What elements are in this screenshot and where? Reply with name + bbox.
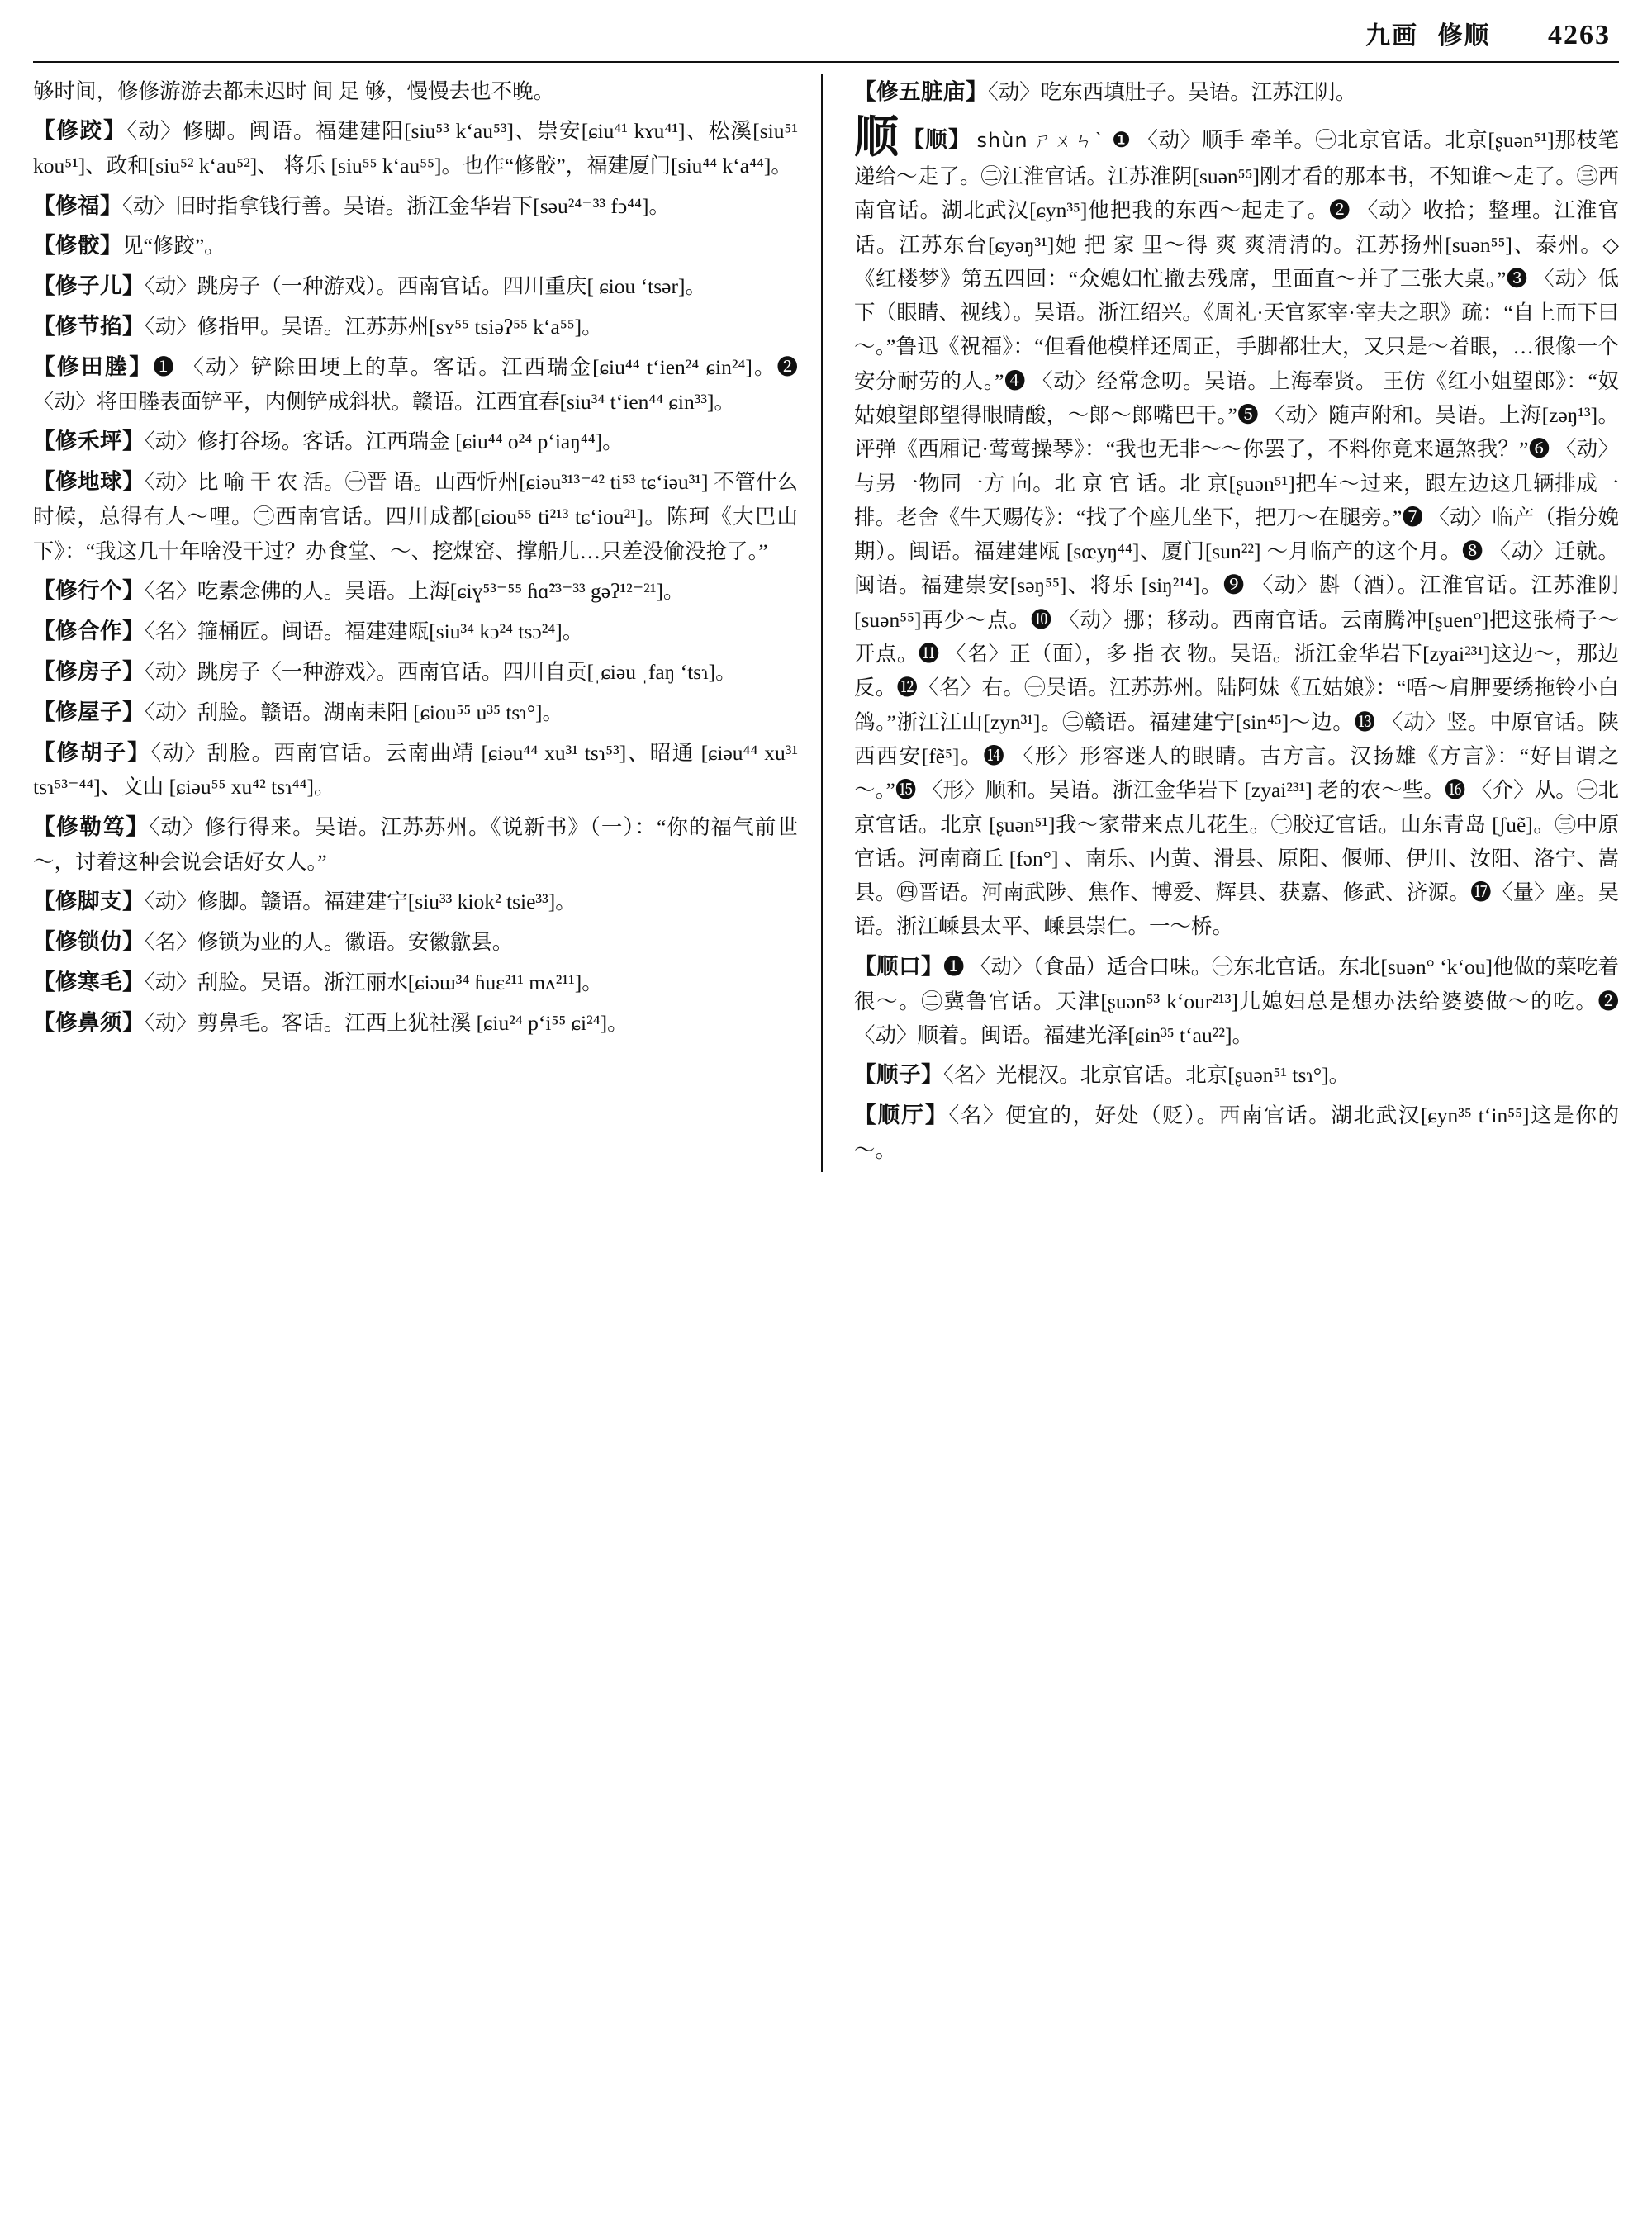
entry-body: 〈动〉比 喻 干 农 活。㊀晋 语。山西忻州[ɕiəu³¹³⁻⁴² ti⁵³ tɕʻiəu³¹] 不管什么时候，总得有人～哩。㊁西南官话。四川成都[ɕiou⁵⁵ ti²¹³ tɕʻiou²¹]。陈珂《大巴山下》：“我这几十年啥没干过？办食堂、～、挖煤窑、撑船儿…只差没偷没抢了。” (33, 470, 798, 563)
entry-body: 〈名〉吃素念佛的人。吴语。上海[ɕiɣ⁵³⁻⁵⁵ ɦɑ̃²³⁻³³ gəʔ¹²⁻²¹]。 (145, 578, 685, 603)
entry-body: 〈名〉修锁为业的人。徽语。安徽歙县。 (145, 929, 514, 954)
page-header (33, 15, 1619, 58)
entry-headword: 【修田塍】 (33, 354, 154, 380)
dictionary-entry (854, 1057, 1619, 1093)
entry-headword: 【修胡子】 (33, 739, 151, 765)
zhuyin: ㄕㄨㄣˋ (1033, 130, 1107, 152)
dictionary-entry (854, 74, 1619, 110)
dictionary-entry (854, 1098, 1619, 1167)
dictionary-entry (33, 1005, 798, 1041)
main-character-entry (854, 112, 1620, 944)
dictionary-entry (33, 424, 798, 459)
entry-body: 〈动〉跳房子（一种游戏）。西南官话。四川重庆[ ɕiou ʻtsər]。 (145, 274, 706, 299)
entry-body: 〈名〉光棍汉。北京官话。北京[ʂuən⁵¹ tsɿ°]。 (943, 1063, 1351, 1088)
entry-body: 〈动〉吃东西填肚子。吴语。江苏江阴。 (988, 80, 1357, 104)
entry-headword: 【修勒笃】 (33, 814, 150, 839)
entry-body: 〈动〉刮脸。西南官话。云南曲靖 [ɕiəu⁴⁴ xu³¹ tsɿ⁵³]、昭通 [ɕiəu⁴⁴ xu³¹ tsɿ⁵³⁻⁴⁴]、文山 [ɕiəu⁵⁵ xu⁴² tsɿ⁴⁴]。 (33, 740, 798, 799)
page-columns (33, 74, 1619, 1172)
dictionary-entry (33, 614, 798, 649)
entry-headword: 【顺子】 (854, 1062, 943, 1088)
entry-headword: 【修禾坪】 (33, 429, 145, 454)
dictionary-entry (33, 268, 798, 304)
entry-headword: 【修寒毛】 (33, 969, 145, 994)
entry-body: 〈名〉箍桶匠。闽语。福建建瓯[siu³⁴ kɔ²⁴ tsɔ²⁴]。 (145, 619, 584, 643)
entry-body: 见“修跤”。 (122, 234, 225, 259)
dictionary-entry (33, 695, 798, 730)
dictionary-entry (33, 809, 798, 879)
dictionary-entry (854, 949, 1619, 1053)
dictionary-entry (33, 654, 798, 690)
entry-headword: 【修合作】 (33, 618, 145, 643)
entry-body: 〈动〉旧时指拿钱行善。吴语。浙江金华岩下[səu²⁴⁻³³ fɔ⁴⁴]。 (122, 193, 670, 218)
right-column (831, 74, 1619, 1172)
entry-headword: 【修福】 (33, 192, 122, 218)
entry-body: 〈动〉刮脸。赣语。湖南耒阳 [ɕiou⁵⁵ u³⁵ tsɿ°]。 (145, 700, 564, 724)
entry-body: 〈动〉跳房子〈一种游戏〉。西南官话。四川自贡[ˌɕiəu ˌfaŋ ʻtsɿ]。 (145, 659, 737, 684)
header-entry-char: 修顺 (1437, 22, 1491, 50)
entry-headword: 【修房子】 (33, 658, 145, 684)
entry-body: 〈动〉修指甲。吴语。江苏苏州[sʏ⁵⁵ tsiəʔ⁵⁵ kʻa⁵⁵]。 (145, 315, 603, 339)
pinyin: shùn (976, 128, 1028, 152)
entry-body: 〈动〉修脚。赣语。福建建宁[siu³³ kiok² tsie³³]。 (145, 889, 577, 913)
entry-headword: 【修行个】 (33, 577, 145, 603)
column-divider (821, 74, 823, 1172)
entry-body: ❶ 〈动〉（食品）适合口味。㊀东北官话。东北[suən° ʻkʻou]他做的菜吃着很～。㊁冀鲁官话。天津[ʂuən⁵³ kʻour²¹³]儿媳妇总是想办法给婆婆做～的吃。❷〈动〉顺着。闽语。福建光泽[ɕin³⁵ tʻau²²]。 (854, 954, 1619, 1047)
entry-body: 〈动〉修打谷场。客话。江西瑞金 [ɕiu⁴⁴ o²⁴ pʻiaŋ⁴⁴]。 (145, 429, 624, 454)
entry-body: ❶ 〈动〉铲除田埂上的草。客话。江西瑞金[ɕiu⁴⁴ tʻien²⁴ ɕin²⁴]。❷ 〈动〉将田塍表面铲平，内侧铲成斜状。赣语。江西宜春[siu³⁴ tʻien⁴⁴ ɕin³³]。 (33, 355, 799, 415)
left-column (33, 74, 813, 1172)
entry-headword: 【修骹】 (33, 233, 122, 259)
entry-body: 〈动〉剪鼻毛。客话。江西上犹社溪 [ɕiu²⁴ pʻi⁵⁵ ɕi²⁴]。 (145, 1010, 629, 1035)
dictionary-entry (33, 309, 798, 344)
entry-headword: 【顺厅】 (854, 1103, 949, 1128)
entry-headword: 【修跤】 (33, 118, 127, 144)
entry-headword: 【修脚支】 (33, 888, 145, 913)
entry-body: 〈动〉刮脸。吴语。浙江丽水[ɕiəɯ³⁴ ɦuɛ²¹¹ mʌ²¹¹]。 (145, 970, 603, 994)
dictionary-entry (33, 113, 798, 183)
entry-headword: 【修五脏庙】 (854, 79, 988, 104)
entry-headword: 【顺口】 (854, 953, 944, 979)
entry-body: 〈动〉修脚。闽语。福建建阳[siu⁵³ kʻau⁵³]、崇安[ɕiu⁴¹ kɤu⁴¹]、松溪[siu⁵¹ kou⁵¹]、政和[siu⁵² kʻau⁵²]、 将乐 [siu⁵⁵ kʻau⁵⁵]。也作“修骹”，福建厦门[siu⁴⁴ kʻa⁴⁴]。 (33, 119, 799, 178)
entry-headword: 【修节掐】 (33, 314, 145, 339)
main-headword-bracket: 【顺】 (902, 126, 971, 152)
main-entry-body: ❶ 〈动〉顺手 牵羊。㊀北京官话。北京[ʂuən⁵¹]那枝笔递给～走了。㊁江淮官话。江苏淮阴[suən⁵⁵]刚才看的那本书，不知谁～走了。㊂西南官话。湖北武汉[ɕyn³⁵]他把我的东西～起走了。❷ 〈动〉收拾；整理。江淮官话。江苏东台[ɕyəŋ³¹]她 把 家 里～得 爽 爽清清的。江苏扬州[suən⁵⁵]、泰州。◇《红楼梦》第五四回：“众媳妇忙撤去残席，里面直～并了三张大桌。”❸ 〈动〉低下（眼睛、视线）。吴语。浙江绍兴。《周礼·天官冢宰·宰夫之职》疏：“自上而下曰～。”鲁迅《祝福》：“但看他模样还周正，手脚都壮大，又只是～着眼，…很像一个安分耐劳的人。”❹ 〈动〉经常念叨。吴语。上海奉贤。 王仿《红小姐望郎》：“奴姑娘望郎望得眼睛酸，～郎～郎嘴巴干。”❺ 〈动〉随声附和。吴语。上海[zəŋ¹³]。评弹《西厢记·莺莺操琴》：“我也无非～～你罢了，不料你竟来逼煞我？”❻ 〈动〉与另一物同一方 向。北 京 官 话。北 京[ʂuən⁵¹]把车～过来，跟左边这几辆排成一排。老舍《牛天赐传》：“找了个座儿坐下，把刀～在腿旁。”❼ 〈动〉临产（指分娩期）。闽语。福建建瓯 [sœyŋ⁴⁴]、厦门[sun²²] ～月临产的这个月。❽ 〈动〉迁就。闽语。福建崇安[səŋ⁵⁵]、将乐 [siŋ²¹⁴]。❾ 〈动〉斟（酒）。江淮官话。江苏淮阴 [suən⁵⁵]再少～点。❿ 〈动〉挪；移动。西南官话。云南腾冲[ʂuen°]把这张椅子～开点。⓫ 〈名〉正（面），多 指 衣 物。吴语。浙江金华岩下[zyai²³¹]这边～，那边反。⓬〈名〉右。㊀吴语。江苏苏州。陆阿妹《五姑娘》：“唔～肩胛要绣拖铃小白鸽。”浙江江山[zyn³¹]。㊁赣语。福建建宁[sin⁴⁵]～边。⓭ 〈动〉竖。中原官话。陕西西安[fẽ⁵]。⓮ 〈形〉形容迷人的眼睛。古方言。汉扬雄《方言》：“好目谓之～。”⓯ 〈形〉顺和。吴语。浙江金华岩下 [zyai²³¹] 老的农～些。⓰ 〈介〉从。㊀北京官话。北京 [ʂuən⁵¹]我～家带来点儿花生。㊁胶辽官话。山东青岛 [ʃuẽ]。㊂中原官话。河南商丘 [fən°] 、南乐、内黄、滑县、原阳、偃师、伊川、汝阳、洛宁、嵩县。㊃晋语。河南武陟、焦作、博爱、辉县、获嘉、修武、济源。⓱〈量〉座。吴语。浙江嵊县太平、嵊县崇仁。一～桥。 (854, 127, 1620, 939)
entry-headword: 【修锁仂】 (33, 928, 145, 954)
dictionary-entry (33, 349, 798, 419)
dictionary-entry (33, 965, 798, 1000)
dictionary-entry (33, 464, 798, 568)
main-headword-char: 顺 (854, 112, 900, 162)
dictionary-entry (33, 735, 798, 804)
entry-body: 〈名〉便宜的，好处（贬）。西南官话。湖北武汉[ɕyn³⁵ tʻin⁵⁵]这是你的～。 (854, 1103, 1620, 1163)
entry-headword: 【修地球】 (33, 469, 145, 495)
dictionary-entry (33, 884, 798, 919)
entry-headword: 【修屋子】 (33, 699, 145, 724)
page-number: 4263 (1548, 20, 1611, 50)
dictionary-entry (33, 924, 798, 960)
dictionary-entry (33, 228, 798, 263)
entry-body: 〈动〉修行得来。吴语。江苏苏州。《说新书》（一）：“你的福气前世～，讨着这种会说会话好女人。” (33, 814, 799, 874)
entry-headword: 【修鼻须】 (33, 1009, 145, 1035)
dictionary-entry (33, 573, 798, 609)
header-divider (33, 61, 1619, 63)
continuation-text: 够时间，修修游游去都未迟时 间 足 够，慢慢去也不晚。 (33, 79, 555, 103)
header-stroke-label: 九画 (1365, 22, 1418, 50)
dictionary-entry (33, 188, 798, 224)
entry-headword: 【修子儿】 (33, 273, 145, 299)
